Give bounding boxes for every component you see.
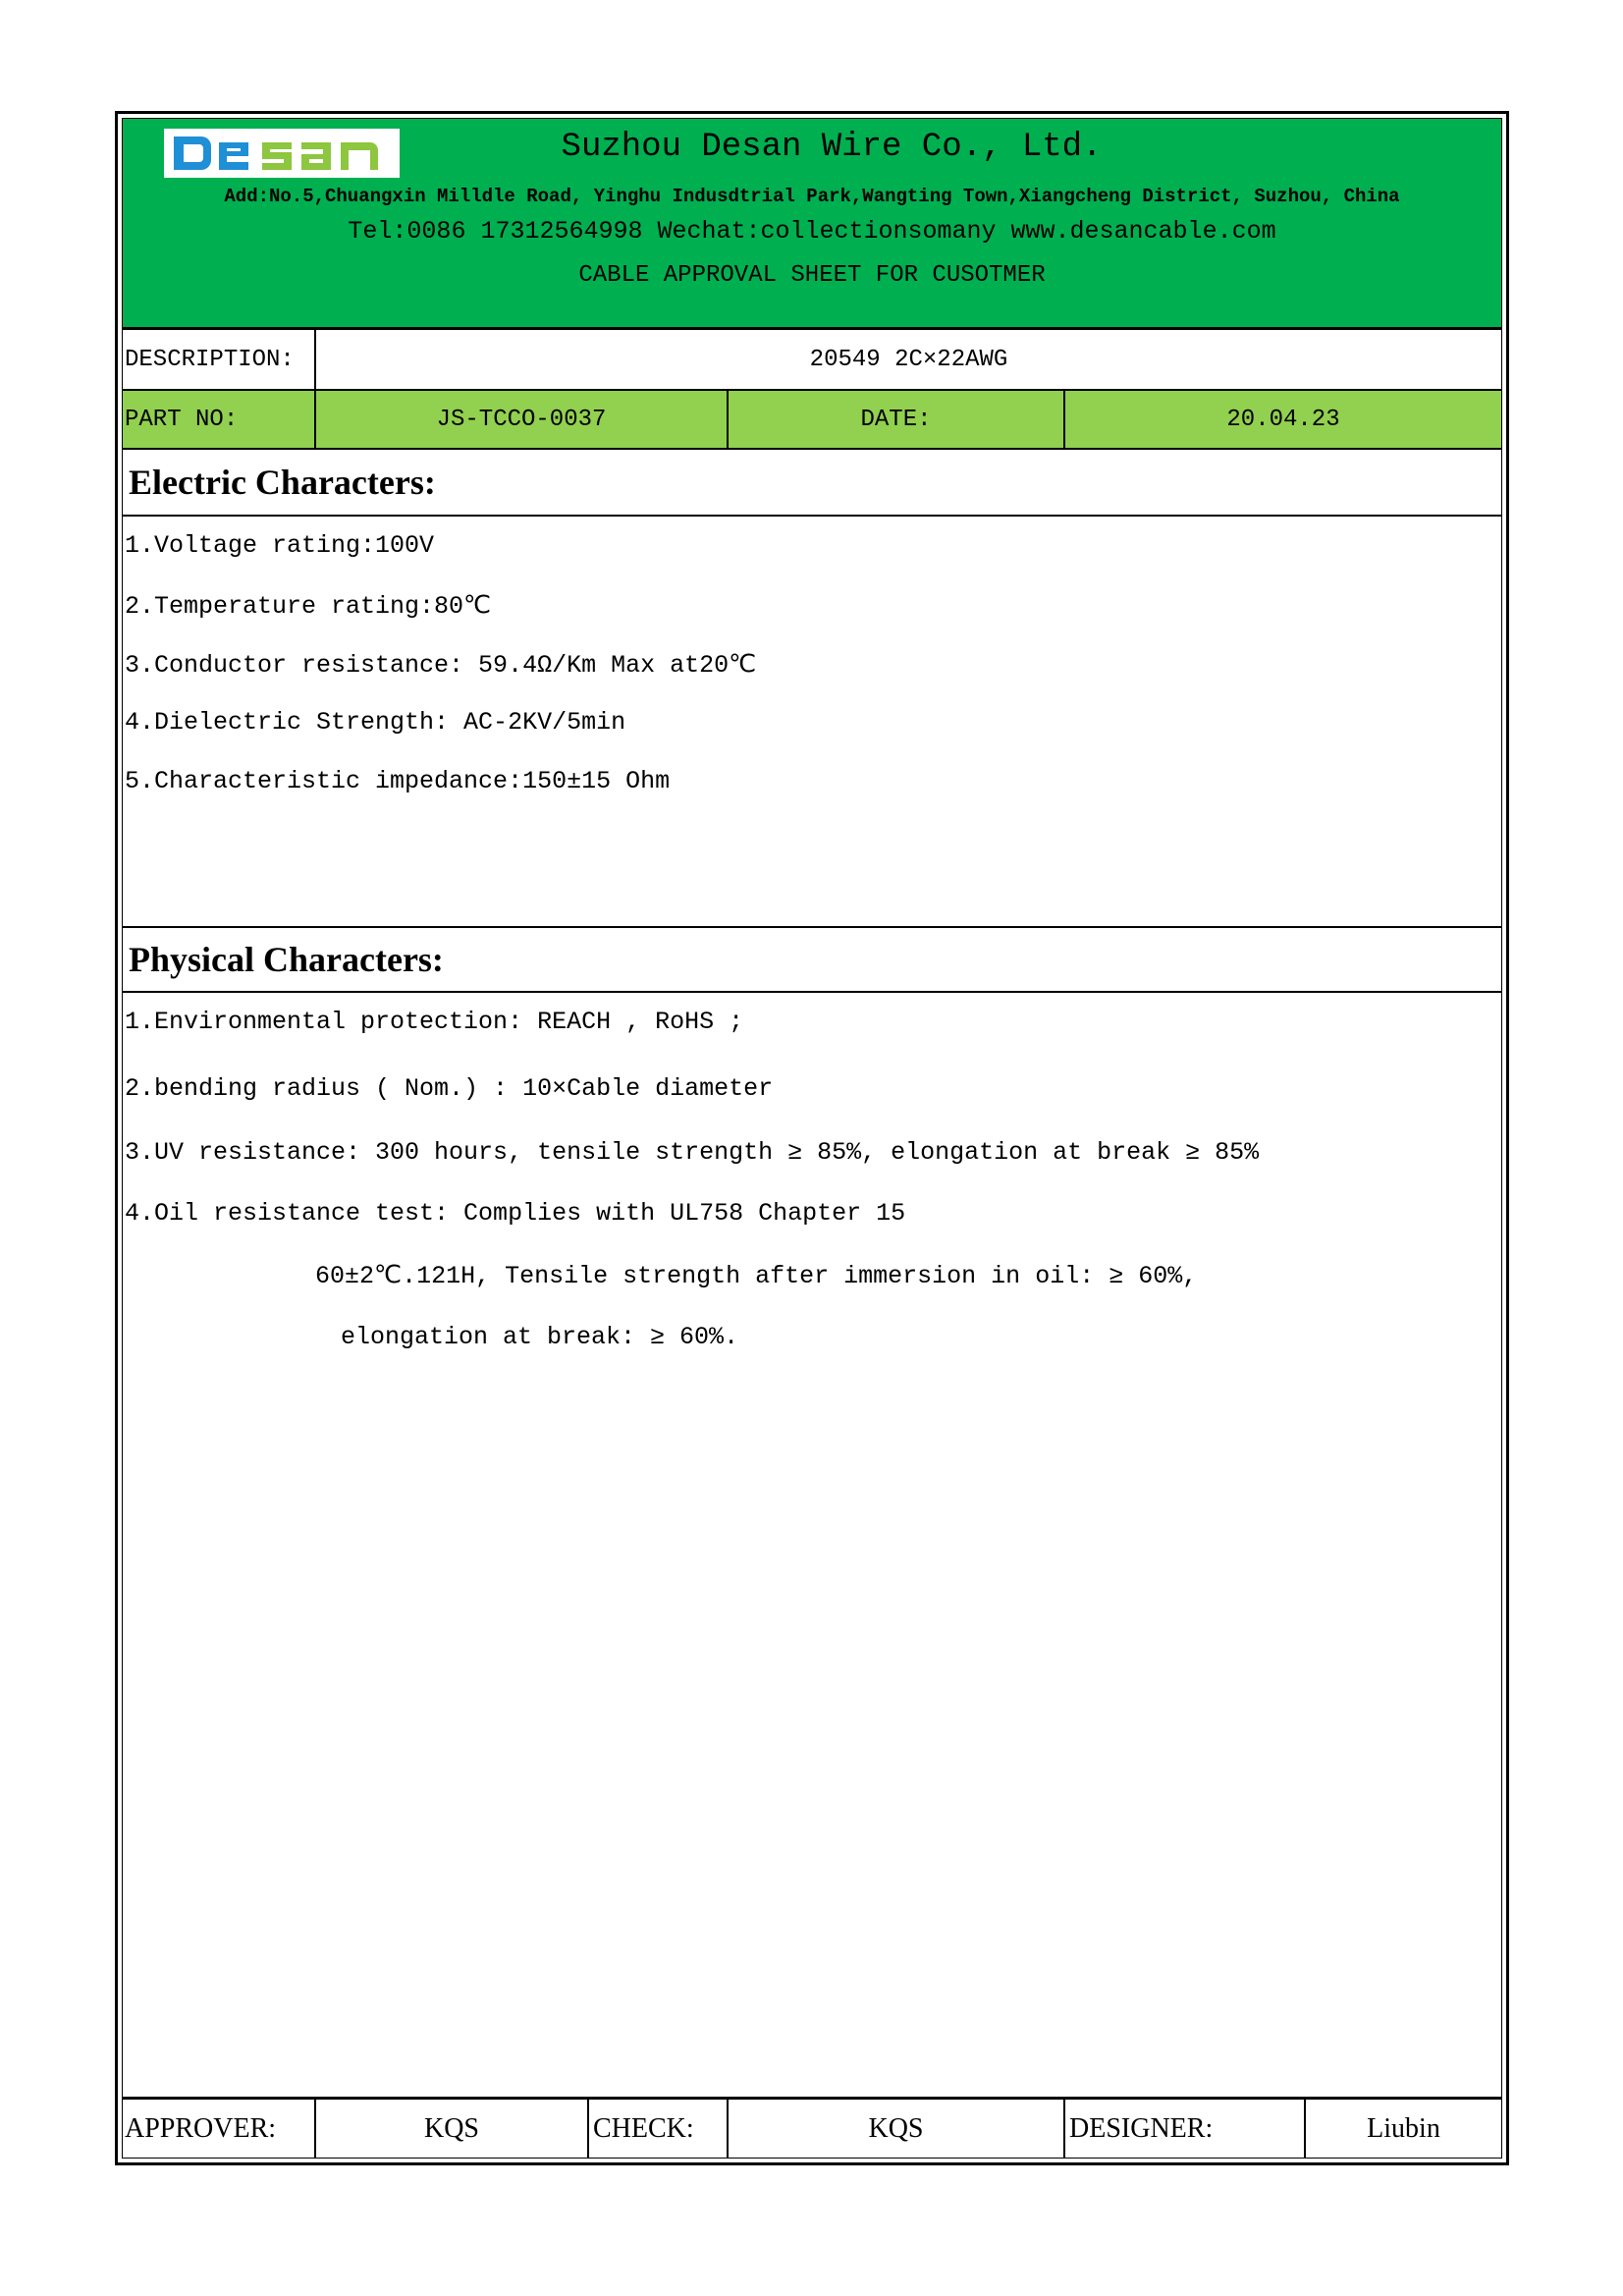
- sheet-subtitle: CABLE APPROVAL SHEET FOR CUSOTMER: [578, 262, 1046, 289]
- date-value: 20.04.23: [1063, 391, 1501, 448]
- description-label: DESCRIPTION:: [125, 346, 295, 373]
- company-address: Add:No.5,Chuangxin Milldle Road, Yinghu Indusdtrial Park,Wangting Town,Xiangcheng District, Suzhou, China: [224, 186, 1400, 207]
- electric-item: 2.Temperature rating:80℃: [125, 592, 492, 621]
- electric-characters-title: Electric Characters:: [123, 450, 1501, 517]
- electric-item: 4.Dielectric Strength: AC-2KV/5min: [125, 708, 626, 737]
- electric-item: 1.Voltage rating:100V: [125, 531, 435, 560]
- company-name: Suzhou Desan Wire Co., Ltd.: [561, 129, 1103, 166]
- description-row: [123, 330, 1501, 391]
- check-value: KQS: [727, 2100, 1063, 2158]
- approval-sheet: [115, 111, 1509, 2165]
- approver-label: APPROVER:: [125, 2112, 277, 2144]
- sheet-inner-border: [122, 118, 1502, 2159]
- check-label: CHECK:: [587, 2100, 727, 2158]
- part-number-row: [123, 391, 1501, 450]
- description-value: 20549 2C×22AWG: [314, 330, 1501, 389]
- physical-item: 4.Oil resistance test: Complies with UL758 Chapter 15: [125, 1199, 906, 1228]
- part-number-label: PART NO:: [125, 406, 239, 433]
- physical-item-sub: 60±2℃.121H, Tensile strength after immersion in oil: ≥ 60%,: [315, 1262, 1198, 1290]
- electric-item: 5.Characteristic impedance:150±15 Ohm: [125, 767, 671, 795]
- electric-item: 3.Conductor resistance: 59.4Ω/Km Max at20℃: [125, 651, 757, 680]
- physical-item: 1.Environmental protection: REACH , RoHS ;: [125, 1008, 744, 1036]
- company-contact: Tel:0086 17312564998 Wechat:collectionsomany www.desancable.com: [348, 217, 1276, 246]
- designer-label: DESIGNER:: [1063, 2100, 1304, 2158]
- date-label: DATE:: [727, 391, 1063, 448]
- signoff-row: [123, 2097, 1501, 2158]
- physical-characters-title: Physical Characters:: [123, 926, 1501, 993]
- physical-item-sub: elongation at break: ≥ 60%.: [341, 1323, 739, 1351]
- designer-value: Liubin: [1304, 2100, 1501, 2158]
- physical-item: 2.bending radius ( Nom.) : 10×Cable diameter: [125, 1074, 774, 1103]
- physical-item: 3.UV resistance: 300 hours, tensile strength ≥ 85%, elongation at break ≥ 85%: [125, 1138, 1260, 1167]
- company-header: [123, 119, 1501, 330]
- part-number-value: JS-TCCO-0037: [314, 391, 727, 448]
- approver-value: KQS: [314, 2100, 587, 2158]
